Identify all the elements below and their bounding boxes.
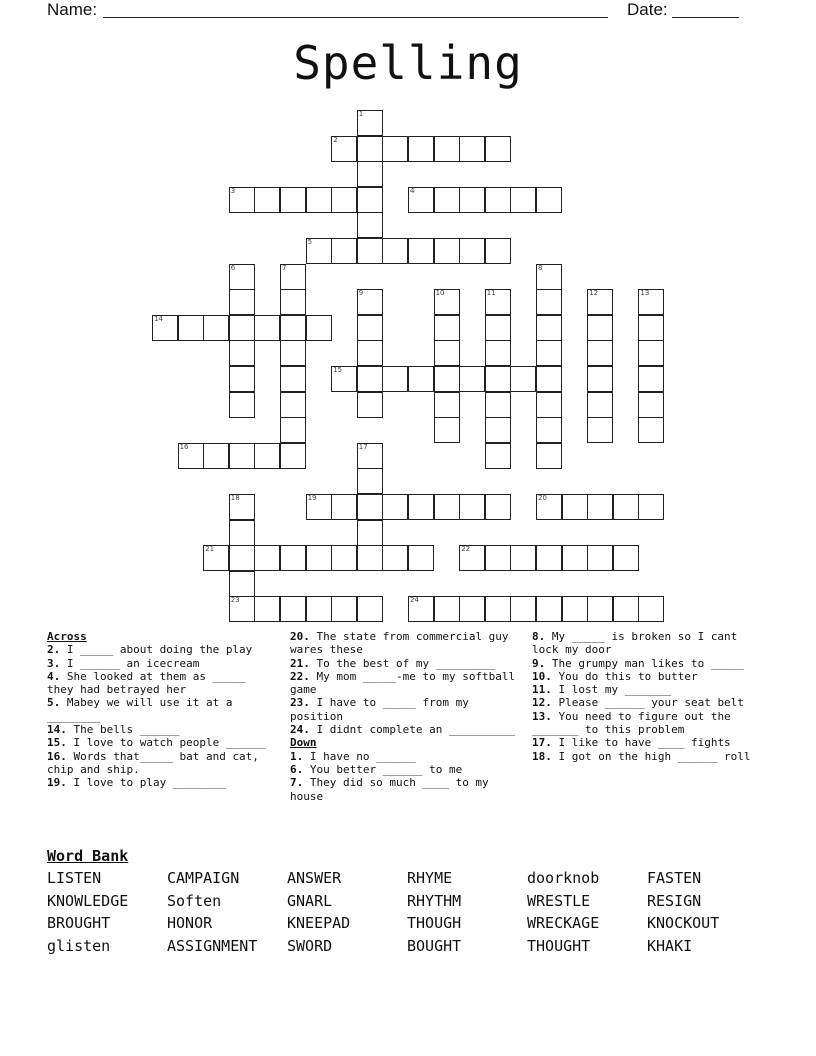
clue-number: 11. (532, 683, 552, 697)
grid-cell[interactable] (306, 494, 332, 520)
word-bank-word: KNOWLEDGE (47, 891, 129, 910)
down-clue (532, 696, 768, 709)
down-clue (532, 670, 768, 683)
date-label: Date: (627, 0, 668, 19)
grid-cell[interactable] (485, 392, 511, 418)
clue-text: Please ______ your seat belt (551, 696, 744, 710)
grid-cell[interactable] (229, 187, 255, 213)
grid-cell[interactable] (382, 494, 408, 520)
word-bank-word: RHYTHM (407, 891, 462, 910)
grid-cell[interactable] (357, 545, 383, 571)
clue-number: 22. (290, 669, 310, 683)
grid-cell[interactable] (536, 340, 562, 366)
grid-cell[interactable] (485, 136, 511, 162)
grid-cell[interactable] (510, 596, 536, 622)
clue-number: 3. (47, 656, 61, 670)
clue-text: I love to watch people ______ (66, 736, 266, 750)
grid-cell[interactable] (306, 596, 332, 622)
grid-cell[interactable] (280, 366, 306, 392)
word-bank-word: LISTEN (47, 869, 102, 887)
grid-cell[interactable] (178, 315, 204, 341)
page-title: Spelling (293, 36, 523, 90)
word-bank-word: KHAKI (647, 937, 693, 956)
grid-cell[interactable] (229, 264, 255, 290)
word-bank-word: HONOR (167, 914, 213, 933)
grid-cell[interactable] (485, 545, 511, 571)
clue-number: 7. (290, 776, 304, 790)
grid-cell[interactable] (357, 468, 383, 494)
clue-text: The grumpy man likes to _____ (545, 656, 744, 670)
clue-number: 18 (230, 494, 240, 502)
across-clue (290, 696, 518, 723)
clue-text: I ______ an icecream (60, 656, 200, 670)
clue-number: 22 (461, 545, 471, 554)
grid-cell[interactable] (357, 366, 383, 392)
grid-cell[interactable] (536, 596, 562, 622)
grid-cell[interactable] (357, 443, 383, 469)
clue-number: 12 (589, 289, 599, 298)
clue-number: 6. (290, 762, 304, 776)
grid-cell[interactable] (562, 596, 588, 622)
down-clue (532, 657, 768, 670)
grid-cell[interactable] (459, 366, 485, 392)
clue-text: To the best of my _________ (309, 656, 496, 670)
grid-cell[interactable] (357, 340, 383, 366)
grid-cell[interactable] (562, 494, 588, 520)
across-clue (47, 750, 275, 777)
word-bank-word: Soften (167, 891, 222, 910)
grid-cell[interactable] (434, 417, 460, 443)
clue-number: 7 (282, 263, 287, 272)
clue-number: 19 (307, 494, 317, 502)
grid-cell[interactable] (408, 136, 434, 162)
grid-cell[interactable] (485, 494, 511, 520)
grid-cell[interactable] (357, 392, 383, 418)
grid-cell[interactable] (280, 417, 306, 443)
grid-cell[interactable] (306, 187, 332, 213)
grid-cell[interactable] (408, 545, 434, 571)
clue-number: 6 (230, 263, 236, 272)
down-clue (532, 683, 768, 696)
grid-cell[interactable] (485, 289, 511, 315)
clue-number: 13. (532, 709, 552, 723)
grid-cell[interactable] (178, 443, 204, 469)
grid-cell[interactable] (280, 443, 306, 469)
grid-cell[interactable] (485, 596, 511, 622)
grid-cell[interactable] (459, 187, 485, 213)
clue-number: 5. (47, 696, 61, 710)
grid-cell[interactable] (229, 443, 255, 469)
clue-number: 10. (532, 669, 552, 683)
clue-text: I have no ______ (303, 749, 416, 763)
grid-cell[interactable] (638, 596, 664, 622)
clue-number: 17. (532, 736, 552, 750)
clue-number: 1. (290, 749, 304, 763)
word-bank-heading: Word Bank (47, 847, 129, 865)
clue-text: I _____ about doing the play (60, 643, 253, 657)
grid-cell[interactable] (485, 315, 511, 341)
grid-cell[interactable] (229, 596, 255, 622)
grid-cell[interactable] (536, 417, 562, 443)
clue-text: You need to figure out the _______ to this problem (532, 709, 731, 737)
grid-cell[interactable] (587, 340, 613, 366)
clue-section-heading: Down (290, 736, 317, 750)
grid-cell[interactable] (587, 417, 613, 443)
clue-number: 16. (47, 749, 67, 763)
clue-text: Words that_____ bat and cat, chip and ship. (47, 749, 259, 776)
clue-number: 2. (47, 643, 61, 657)
word-bank-word: BROUGHT (47, 914, 111, 933)
grid-cell[interactable] (229, 392, 255, 418)
grid-cell[interactable] (357, 161, 383, 187)
grid-cell[interactable] (254, 545, 280, 571)
clue-number: 19. (47, 776, 67, 790)
grid-cell[interactable] (331, 596, 357, 622)
clue-number: 4 (410, 186, 415, 195)
grid-cell[interactable] (203, 443, 229, 469)
clue-number: 24 (410, 596, 419, 605)
down-clue (532, 750, 768, 763)
grid-cell[interactable] (306, 315, 332, 341)
across-clue (290, 630, 518, 657)
word-bank-word: doorknob (527, 869, 600, 887)
grid-cell[interactable] (331, 545, 357, 571)
clue-number: 23 (230, 596, 240, 605)
clue-number: 12. (532, 696, 552, 710)
clue-text: I got on the high ______ roll (551, 749, 751, 763)
clue-number: 4. (47, 669, 61, 683)
word-bank-word: FASTEN (647, 869, 702, 887)
across-clue (290, 657, 518, 670)
grid-cell[interactable] (229, 520, 255, 546)
grid-cell[interactable] (485, 366, 511, 392)
across-clue (47, 670, 275, 697)
word-bank-word: ASSIGNMENT (167, 937, 258, 956)
across-clue (47, 736, 275, 749)
grid-cell[interactable] (434, 392, 460, 418)
clue-number: 8. (532, 630, 546, 643)
grid-cell[interactable] (434, 494, 460, 520)
grid-cell[interactable] (536, 494, 562, 520)
across-clue (47, 776, 275, 789)
word-bank-word: BOUGHT (407, 937, 462, 956)
grid-cell[interactable] (408, 187, 434, 213)
across-clue (290, 670, 518, 697)
grid-cell[interactable] (280, 289, 306, 315)
grid-cell[interactable] (613, 545, 639, 571)
grid-cell[interactable] (434, 596, 460, 622)
clue-text: They did so much ____ to my house (290, 776, 489, 803)
grid-cell[interactable] (280, 340, 306, 366)
grid-cell[interactable] (229, 315, 255, 341)
grid-cell[interactable] (280, 545, 306, 571)
grid-cell[interactable] (408, 596, 434, 622)
grid-cell[interactable] (382, 366, 408, 392)
grid-cell[interactable] (536, 264, 562, 290)
name-label: Name: (47, 0, 98, 19)
grid-cell[interactable] (229, 571, 255, 597)
grid-cell[interactable] (459, 494, 485, 520)
word-bank-word: THOUGH (407, 914, 462, 933)
clue-text: I like to have ____ fights (551, 736, 731, 750)
grid-cell[interactable] (229, 289, 255, 315)
word-bank-word: RHYME (407, 869, 453, 887)
grid-cell[interactable] (382, 545, 408, 571)
grid-cell[interactable] (357, 315, 383, 341)
clue-text: You better ______ to me (303, 762, 463, 776)
clue-text: She looked at them as _____ they had betrayed her (47, 669, 246, 697)
clue-number: 9. (532, 656, 546, 670)
clue-number: 9 (358, 289, 364, 298)
grid-cell[interactable] (536, 545, 562, 571)
clue-text: I lost my _______ (551, 683, 672, 697)
word-bank-word: ANSWER (287, 869, 342, 887)
grid-cell[interactable] (485, 187, 511, 213)
grid-cell[interactable] (357, 289, 383, 315)
grid-cell[interactable] (638, 289, 664, 315)
grid-cell[interactable] (536, 366, 562, 392)
grid-cell[interactable] (587, 315, 613, 341)
grid-cell[interactable] (434, 289, 460, 315)
grid-cell[interactable] (638, 340, 664, 366)
clue-number: 14. (47, 723, 67, 737)
clue-section-heading: Across (47, 630, 87, 643)
clue-number: 20 (538, 494, 547, 502)
down-clue (532, 630, 768, 657)
grid-cell[interactable] (357, 212, 383, 238)
clue-number: 13 (640, 289, 650, 298)
clue-number: 5 (307, 238, 313, 246)
grid-cell[interactable] (485, 417, 511, 443)
grid-cell[interactable] (638, 494, 664, 520)
clue-number: 14 (154, 314, 163, 323)
grid-cell[interactable] (459, 136, 485, 162)
clue-text: Mabey we will use it at a ________ (47, 696, 233, 723)
word-bank-word: KNEEPAD (287, 914, 351, 933)
word-bank-word: CAMPAIGN (167, 869, 240, 887)
grid-cell[interactable] (203, 545, 229, 571)
grid-cell[interactable] (562, 545, 588, 571)
grid-cell[interactable] (357, 520, 383, 546)
grid-cell[interactable] (229, 494, 255, 520)
grid-cell[interactable] (280, 392, 306, 418)
grid-cell[interactable] (229, 545, 255, 571)
grid-cell[interactable] (587, 596, 613, 622)
clues-column-3 (532, 630, 768, 763)
grid-cell[interactable] (510, 545, 536, 571)
grid-cell[interactable] (280, 596, 306, 622)
clue-text: The bells ______ (66, 723, 180, 737)
grid-cell[interactable] (357, 187, 383, 213)
grid-cell[interactable] (459, 596, 485, 622)
grid-cell[interactable] (434, 238, 460, 264)
grid-cell[interactable] (587, 289, 613, 315)
clue-number: 11 (486, 289, 496, 298)
grid-cell[interactable] (536, 187, 562, 213)
grid-cell[interactable] (306, 238, 332, 264)
grid-cell[interactable] (357, 494, 383, 520)
across-clue (47, 643, 275, 656)
grid-cell[interactable] (434, 136, 460, 162)
grid-cell[interactable] (485, 340, 511, 366)
clues-column-2 (290, 630, 518, 803)
grid-cell[interactable] (536, 315, 562, 341)
grid-cell[interactable] (382, 136, 408, 162)
across-clue (47, 723, 275, 736)
grid-cell[interactable] (408, 238, 434, 264)
grid-cell[interactable] (638, 315, 664, 341)
across-clue (47, 696, 275, 723)
grid-cell[interactable] (152, 315, 178, 341)
word-bank-word: glisten (47, 937, 111, 956)
clue-number: 8 (538, 263, 543, 272)
clue-number: 15 (333, 366, 343, 374)
down-clue (290, 763, 518, 776)
clues-column-1 (47, 630, 275, 790)
grid-cell[interactable] (254, 596, 280, 622)
grid-cell[interactable] (587, 494, 613, 520)
grid-cell[interactable] (254, 187, 280, 213)
grid-cell[interactable] (229, 340, 255, 366)
down-clue (532, 736, 768, 749)
clue-number: 18. (532, 749, 552, 763)
grid-cell[interactable] (280, 315, 306, 341)
grid-cell[interactable] (408, 366, 434, 392)
grid-cell[interactable] (357, 596, 383, 622)
word-bank-word: KNOCKOUT (647, 914, 720, 933)
grid-cell[interactable] (536, 289, 562, 315)
grid-cell[interactable] (613, 494, 639, 520)
clue-number: 17 (358, 442, 368, 451)
grid-cell[interactable] (485, 443, 511, 469)
grid-cell[interactable] (587, 545, 613, 571)
grid-cell[interactable] (638, 366, 664, 392)
grid-cell[interactable] (536, 392, 562, 418)
word-bank-word: RESIGN (647, 891, 702, 910)
grid-cell[interactable] (459, 238, 485, 264)
clue-number: 24. (290, 723, 310, 737)
grid-cell[interactable] (434, 366, 460, 392)
clue-number: 20. (290, 630, 310, 643)
grid-cell[interactable] (613, 596, 639, 622)
grid-cell[interactable] (434, 187, 460, 213)
clue-text: My mom _____-me to my softball game (290, 669, 516, 697)
grid-cell[interactable] (408, 494, 434, 520)
grid-cell[interactable] (357, 136, 383, 162)
across-clue (290, 723, 518, 736)
grid-cell[interactable] (280, 187, 306, 213)
grid-cell[interactable] (638, 417, 664, 443)
down-clue (290, 750, 518, 763)
clue-number: 1 (358, 110, 364, 118)
clue-number: 15. (47, 736, 67, 750)
grid-cell[interactable] (254, 315, 280, 341)
grid-cell[interactable] (510, 366, 536, 392)
grid-cell[interactable] (638, 392, 664, 418)
clue-text: You do this to butter (551, 669, 698, 683)
grid-cell[interactable] (510, 187, 536, 213)
grid-cell[interactable] (587, 366, 613, 392)
grid-cell[interactable] (357, 110, 383, 136)
grid-cell[interactable] (434, 340, 460, 366)
clue-text: My _____ is broken so I cant lock my door (532, 630, 738, 657)
grid-cell[interactable] (331, 238, 357, 264)
grid-cell[interactable] (587, 392, 613, 418)
grid-cell[interactable] (382, 238, 408, 264)
grid-cell[interactable] (331, 366, 357, 392)
grid-cell[interactable] (280, 264, 306, 290)
clue-text: I love to play ________ (66, 776, 226, 790)
grid-cell[interactable] (331, 187, 357, 213)
clue-number: 2 (333, 135, 338, 144)
word-bank-word: WRESTLE (527, 891, 591, 910)
grid-cell[interactable] (203, 315, 229, 341)
grid-cell[interactable] (331, 494, 357, 520)
clue-number: 23. (290, 696, 310, 710)
word-bank-word: WRECKAGE (527, 914, 600, 933)
grid-cell[interactable] (229, 366, 255, 392)
grid-cell[interactable] (536, 443, 562, 469)
grid-cell[interactable] (306, 545, 332, 571)
grid-cell[interactable] (485, 238, 511, 264)
clue-text: The state from commercial guy wares these (290, 630, 509, 657)
grid-cell[interactable] (254, 443, 280, 469)
down-clue (290, 776, 518, 803)
word-bank-word: THOUGHT (527, 937, 591, 956)
clue-number: 21 (205, 545, 215, 554)
grid-cell[interactable] (459, 545, 485, 571)
clue-number: 3 (230, 186, 236, 195)
clue-number: 16 (179, 442, 189, 451)
down-clue (532, 710, 768, 737)
grid-cell[interactable] (331, 136, 357, 162)
grid-cell[interactable] (434, 315, 460, 341)
clue-number: 10 (435, 289, 445, 298)
word-bank-word: SWORD (287, 937, 333, 956)
across-clue (47, 657, 275, 670)
clue-number: 21. (290, 656, 310, 670)
clue-text: I didnt complete an __________ (309, 723, 516, 737)
word-bank-word: GNARL (287, 891, 333, 910)
clue-text: I have to _____ from my position (290, 696, 469, 723)
grid-cell[interactable] (357, 238, 383, 264)
